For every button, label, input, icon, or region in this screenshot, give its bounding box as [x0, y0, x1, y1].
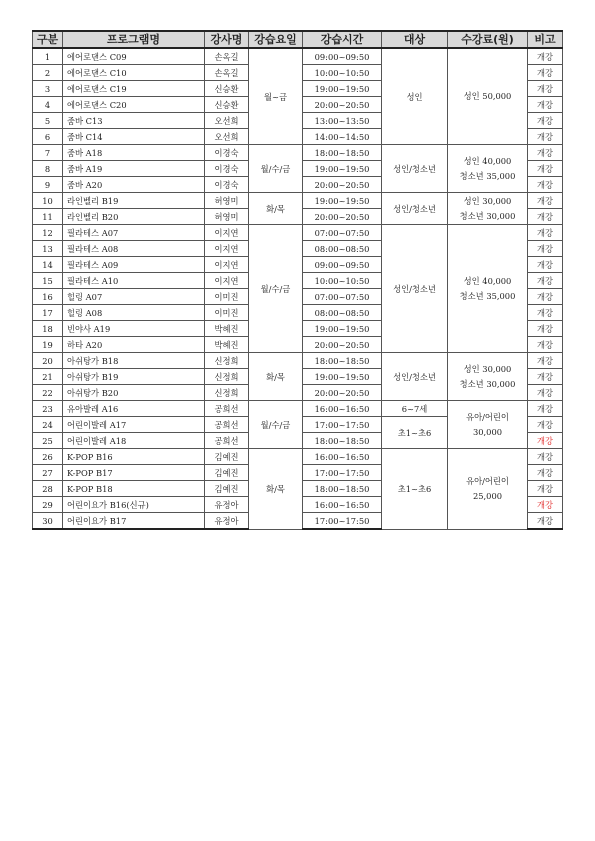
cell-program: 아쉬탕가 B18	[63, 353, 205, 369]
cell-no: 8	[33, 161, 63, 177]
header-instructor: 강사명	[205, 31, 249, 48]
cell-days: 월/수/금	[249, 401, 303, 449]
cell-no: 15	[33, 273, 63, 289]
cell-program: 필라테스 A10	[63, 273, 205, 289]
cell-time: 20:00~20:50	[303, 97, 382, 113]
fee-line: 성인 30,000	[463, 363, 512, 374]
header-no: 구분	[33, 31, 63, 48]
cell-instructor: 이지연	[205, 225, 249, 241]
cell-note: 개강	[528, 385, 563, 401]
cell-instructor: 오선희	[205, 113, 249, 129]
cell-instructor: 이지연	[205, 257, 249, 273]
fee-line: 30,000	[472, 426, 503, 437]
table-row	[33, 48, 563, 65]
class-schedule-sheet	[32, 30, 562, 530]
cell-note: 개강	[528, 257, 563, 273]
cell-note: 개강	[528, 241, 563, 257]
cell-note: 개강	[528, 177, 563, 193]
table-row	[33, 353, 563, 369]
cell-program: 라인벨리 B20	[63, 209, 205, 225]
cell-no: 22	[33, 385, 63, 401]
fee-line: 유아/어린이	[466, 475, 509, 486]
cell-program: K-POP B17	[63, 465, 205, 481]
cell-target: 성인/청소년	[382, 353, 448, 401]
cell-program: 줌바 A20	[63, 177, 205, 193]
cell-fee	[448, 48, 528, 145]
cell-time: 19:00~19:50	[303, 321, 382, 337]
cell-no: 14	[33, 257, 63, 273]
cell-note: 개강	[528, 225, 563, 241]
cell-instructor: 공희선	[205, 433, 249, 449]
header-target: 대상	[382, 31, 448, 48]
cell-instructor: 김예진	[205, 449, 249, 465]
cell-note: 개강	[528, 353, 563, 369]
cell-no: 9	[33, 177, 63, 193]
cell-days: 화/목	[249, 449, 303, 530]
cell-program: 줌바 C13	[63, 113, 205, 129]
cell-time: 20:00~20:50	[303, 337, 382, 353]
header-fee: 수강료(원)	[448, 31, 528, 48]
cell-no: 20	[33, 353, 63, 369]
cell-target: 초1~초6	[382, 417, 448, 449]
cell-note: 개강	[528, 209, 563, 225]
cell-no: 17	[33, 305, 63, 321]
cell-program: 아쉬탕가 B20	[63, 385, 205, 401]
cell-time: 09:00~09:50	[303, 257, 382, 273]
cell-instructor: 유정아	[205, 497, 249, 513]
table-row	[33, 401, 563, 417]
fee-line: 성인 40,000	[463, 275, 512, 286]
cell-no: 4	[33, 97, 63, 113]
cell-instructor: 김예진	[205, 465, 249, 481]
cell-instructor: 이미진	[205, 305, 249, 321]
cell-fee	[448, 225, 528, 353]
table-body	[33, 48, 563, 529]
cell-no: 21	[33, 369, 63, 385]
cell-note: 개강	[528, 337, 563, 353]
cell-time: 08:00~08:50	[303, 241, 382, 257]
cell-note: 개강	[528, 305, 563, 321]
cell-days: 월~금	[249, 48, 303, 145]
cell-program: 힐링 A07	[63, 289, 205, 305]
cell-program: 줌바 A18	[63, 145, 205, 161]
cell-note: 개강	[528, 465, 563, 481]
cell-instructor: 허영미	[205, 193, 249, 209]
cell-no: 11	[33, 209, 63, 225]
cell-program: 에어로댄스 C20	[63, 97, 205, 113]
cell-note: 개강	[528, 97, 563, 113]
cell-time: 13:00~13:50	[303, 113, 382, 129]
cell-time: 20:00~20:50	[303, 177, 382, 193]
cell-days: 화/목	[249, 193, 303, 225]
header-time: 강습시간	[303, 31, 382, 48]
cell-time: 20:00~20:50	[303, 209, 382, 225]
fee-line: 청소년 35,000	[459, 170, 516, 181]
cell-days: 화/목	[249, 353, 303, 401]
cell-no: 16	[33, 289, 63, 305]
cell-instructor: 신승환	[205, 81, 249, 97]
cell-time: 18:00~18:50	[303, 353, 382, 369]
cell-instructor: 이지연	[205, 241, 249, 257]
cell-fee	[448, 401, 528, 449]
class-schedule-table	[32, 30, 563, 530]
cell-program: 아쉬탕가 B19	[63, 369, 205, 385]
cell-time: 07:00~07:50	[303, 225, 382, 241]
cell-instructor: 오선희	[205, 129, 249, 145]
fee-line: 성인 30,000	[463, 195, 512, 206]
cell-note: 개강	[528, 81, 563, 97]
cell-note: 개강	[528, 273, 563, 289]
cell-program: 에어로댄스 C09	[63, 48, 205, 65]
cell-no: 23	[33, 401, 63, 417]
cell-note: 개강	[528, 193, 563, 209]
cell-target: 6~7세	[382, 401, 448, 417]
cell-note: 개강	[528, 497, 563, 513]
cell-no: 6	[33, 129, 63, 145]
table-row	[33, 449, 563, 465]
cell-note: 개강	[528, 289, 563, 305]
cell-fee	[448, 449, 528, 530]
cell-note: 개강	[528, 113, 563, 129]
table-row	[33, 145, 563, 161]
cell-no: 29	[33, 497, 63, 513]
cell-no: 7	[33, 145, 63, 161]
cell-instructor: 공희선	[205, 417, 249, 433]
cell-target: 성인	[382, 48, 448, 145]
cell-no: 12	[33, 225, 63, 241]
fee-line: 청소년 30,000	[459, 210, 516, 221]
cell-fee	[448, 145, 528, 193]
cell-instructor: 유정아	[205, 513, 249, 530]
cell-note: 개강	[528, 433, 563, 449]
cell-fee	[448, 193, 528, 225]
cell-days: 월/수/금	[249, 225, 303, 353]
cell-no: 2	[33, 65, 63, 81]
cell-instructor: 박혜진	[205, 321, 249, 337]
fee-line: 성인 50,000	[463, 91, 512, 101]
cell-instructor: 신정희	[205, 369, 249, 385]
cell-instructor: 이지연	[205, 273, 249, 289]
cell-program: K-POP B18	[63, 481, 205, 497]
cell-instructor: 이경숙	[205, 161, 249, 177]
cell-no: 27	[33, 465, 63, 481]
cell-time: 19:00~19:50	[303, 161, 382, 177]
cell-no: 24	[33, 417, 63, 433]
cell-note: 개강	[528, 65, 563, 81]
cell-program: 하타 A20	[63, 337, 205, 353]
cell-time: 19:00~19:50	[303, 193, 382, 209]
cell-time: 16:00~16:50	[303, 401, 382, 417]
cell-instructor: 신정희	[205, 385, 249, 401]
cell-program: 유아발레 A16	[63, 401, 205, 417]
cell-instructor: 박혜진	[205, 337, 249, 353]
cell-note: 개강	[528, 417, 563, 433]
cell-target: 초1~초6	[382, 449, 448, 530]
cell-instructor: 손옥길	[205, 65, 249, 81]
cell-note: 개강	[528, 369, 563, 385]
cell-program: 줌바 C14	[63, 129, 205, 145]
cell-program: 에어로댄스 C19	[63, 81, 205, 97]
cell-time: 17:00~17:50	[303, 513, 382, 530]
cell-program: 필라테스 A08	[63, 241, 205, 257]
cell-time: 18:00~18:50	[303, 145, 382, 161]
cell-program: 어린이발레 A18	[63, 433, 205, 449]
cell-program: 어린이요가 B16(신규)	[63, 497, 205, 513]
cell-instructor: 손옥길	[205, 48, 249, 65]
table-row	[33, 193, 563, 209]
cell-note: 개강	[528, 129, 563, 145]
fee-line: 25,000	[472, 490, 503, 501]
cell-no: 13	[33, 241, 63, 257]
cell-program: 줌바 A19	[63, 161, 205, 177]
cell-instructor: 신정희	[205, 353, 249, 369]
cell-instructor: 이경숙	[205, 177, 249, 193]
cell-program: 힐링 A08	[63, 305, 205, 321]
cell-target: 성인/청소년	[382, 193, 448, 225]
cell-instructor: 허영미	[205, 209, 249, 225]
cell-program: 어린이요가 B17	[63, 513, 205, 530]
cell-time: 20:00~20:50	[303, 385, 382, 401]
cell-time: 10:00~10:50	[303, 273, 382, 289]
cell-program: 필라테스 A07	[63, 225, 205, 241]
cell-no: 28	[33, 481, 63, 497]
cell-instructor: 공희선	[205, 401, 249, 417]
cell-note: 개강	[528, 161, 563, 177]
cell-no: 3	[33, 81, 63, 97]
cell-time: 10:00~10:50	[303, 65, 382, 81]
cell-instructor: 이경숙	[205, 145, 249, 161]
cell-time: 19:00~19:50	[303, 81, 382, 97]
cell-time: 14:00~14:50	[303, 129, 382, 145]
cell-program: 에어로댄스 C10	[63, 65, 205, 81]
cell-note: 개강	[528, 321, 563, 337]
cell-no: 25	[33, 433, 63, 449]
cell-program: K-POP B16	[63, 449, 205, 465]
cell-instructor: 김예진	[205, 481, 249, 497]
cell-instructor: 이미진	[205, 289, 249, 305]
cell-no: 18	[33, 321, 63, 337]
cell-note: 개강	[528, 481, 563, 497]
cell-no: 1	[33, 48, 63, 65]
cell-time: 16:00~16:50	[303, 449, 382, 465]
table-header-row	[33, 31, 563, 48]
cell-no: 10	[33, 193, 63, 209]
cell-no: 26	[33, 449, 63, 465]
cell-no: 19	[33, 337, 63, 353]
header-note: 비고	[528, 31, 563, 48]
cell-instructor: 신승환	[205, 97, 249, 113]
cell-time: 17:00~17:50	[303, 417, 382, 433]
cell-time: 17:00~17:50	[303, 465, 382, 481]
cell-note: 개강	[528, 449, 563, 465]
cell-target: 성인/청소년	[382, 225, 448, 353]
cell-note: 개강	[528, 401, 563, 417]
cell-time: 19:00~19:50	[303, 369, 382, 385]
cell-note: 개강	[528, 48, 563, 65]
cell-program: 라인벨리 B19	[63, 193, 205, 209]
fee-line: 유아/어린이	[466, 411, 509, 422]
cell-target: 성인/청소년	[382, 145, 448, 193]
header-days: 강습요일	[249, 31, 303, 48]
cell-fee	[448, 353, 528, 401]
cell-time: 07:00~07:50	[303, 289, 382, 305]
fee-line: 성인 40,000	[463, 155, 512, 166]
cell-days: 월/수/금	[249, 145, 303, 193]
cell-note: 개강	[528, 513, 563, 530]
cell-program: 필라테스 A09	[63, 257, 205, 273]
cell-no: 30	[33, 513, 63, 530]
cell-program: 어린이발레 A17	[63, 417, 205, 433]
cell-note: 개강	[528, 145, 563, 161]
cell-program: 빈야사 A19	[63, 321, 205, 337]
cell-time: 08:00~08:50	[303, 305, 382, 321]
fee-line: 청소년 30,000	[459, 378, 516, 389]
cell-time: 16:00~16:50	[303, 497, 382, 513]
table-row	[33, 225, 563, 241]
cell-time: 18:00~18:50	[303, 433, 382, 449]
cell-time: 09:00~09:50	[303, 48, 382, 65]
fee-line: 청소년 35,000	[459, 290, 516, 301]
cell-no: 5	[33, 113, 63, 129]
header-program: 프로그램명	[63, 31, 205, 48]
cell-time: 18:00~18:50	[303, 481, 382, 497]
